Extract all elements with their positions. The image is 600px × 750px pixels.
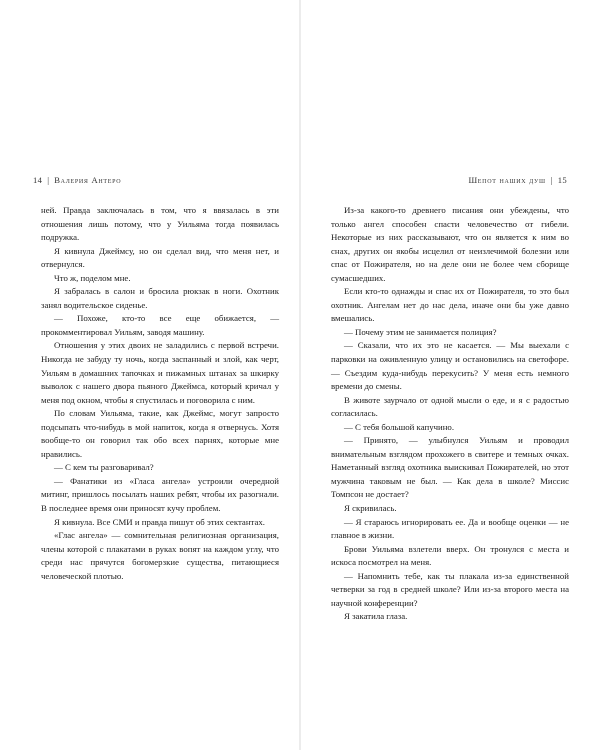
- paragraph: В животе заурчало от одной мысли о еде, и я с радостью согласилась.: [331, 394, 569, 419]
- paragraph: По словам Уильяма, такие, как Джеймс, могут запросто подсыпать что-нибудь в мой напиток, когда я отвернусь. Хотя вообще-то он говорил так обо всех парнях, которые мне нравились.: [41, 408, 279, 459]
- author-name: Валерия Антеро: [54, 175, 122, 185]
- book-gutter: [299, 0, 301, 750]
- paragraph: — Почему этим не занимается полиция?: [344, 326, 497, 337]
- right-running-header: [468, 175, 567, 185]
- paragraph: Отношения у этих двоих не заладились с первой встречи. Никогда не забуду ту ночь, когда заспанный и злой, как черт, Уильям в домашних тапочках и пижамных штанах за шкирку выволок с нашего двора пьяного Джеймса, который кричал у меня под окном, чтобы я спустилась и поговорила с ним.: [41, 340, 279, 405]
- paragraph: Я скривилась.: [344, 503, 397, 514]
- left-page-body: [41, 204, 279, 583]
- paragraph: — Принято, — улыбнулся Уильям и проводил внимательным взглядом прохожего в свитере и темных очках. Наметанный взгляд охотника выискивал Пожирателей, но этот мужчина таковым не был. — Как дела в школе? Миссис Томпсон не достает?: [331, 435, 569, 500]
- paragraph: — Напомнить тебе, как ты плакала из-за единственной четверки за год в средней школе? Или из-за второго места на научной конференции?: [331, 570, 569, 608]
- paragraph: — С кем ты разговаривал?: [54, 462, 154, 473]
- paragraph: ней. Правда заключалась в том, что я ввязалась в эти отношения лишь потому, что у Уильяма тогда появилась подружка.: [41, 205, 279, 243]
- header-separator: |: [47, 175, 50, 185]
- paragraph: — С тебя большой капучино.: [344, 421, 455, 432]
- paragraph: Я забралась в салон и бросила рюкзак в ноги. Охотник занял водительское сиденье.: [41, 286, 279, 310]
- paragraph: Брови Уильяма взлетели вверх. Он тронулся с места и искоса посмотрел на меня.: [331, 543, 569, 568]
- paragraph: — Фанатики из «Гласа ангела» устроили очередной митинг, пришлось посылать наших ребят, чтобы их разогнали. В последнее время они приносят кучу проблем.: [41, 475, 279, 514]
- paragraph: — Похоже, кто-то все еще обижается, — прокомментировал Уильям, заводя машину.: [41, 313, 279, 337]
- paragraph: «Глас ангела» — сомнительная религиозная организация, члены которой с плакатами в руках вопят на каждом углу, что среди нас прячутся богомерзкие существа, питающиеся человеческой плотью.: [41, 530, 279, 581]
- paragraph: — Я стараюсь игнорировать ее. Да и вообще оценки — не главное в жизни.: [331, 516, 569, 541]
- book-title: Шепот наших душ: [468, 175, 546, 185]
- paragraph: Если кто-то однажды и спас их от Пожирателя, то это был охотник. Ангелам нет до нас дела, иначе они бы уже давно вмешались.: [331, 286, 569, 324]
- paragraph: Я кивнула. Все СМИ и правда пишут об этих сектантах.: [54, 516, 265, 527]
- right-page-body: [331, 204, 569, 624]
- left-page-number: 14: [33, 175, 43, 185]
- paragraph: Что ж, поделом мне.: [54, 272, 131, 283]
- right-page-number: 15: [557, 175, 567, 185]
- header-separator: |: [550, 175, 553, 185]
- paragraph: Из-за какого-то древнего писания они убеждены, что только ангел способен спасти человечество от гибели. Некоторые из них рассказывают, что он является к ним во снах, других он якобы исцелил от неизлечимой болезни или спас от Пожирателя, но на деле они не более чем сборище сумасшедших.: [331, 205, 569, 283]
- paragraph: — Сказали, что их это не касается. — Мы выехали с парковки на оживленную улицу и остановились на светофоре. — Съездим куда-нибудь перекусить? У меня есть немного времени до смены.: [331, 340, 569, 392]
- paragraph: Я кивнула Джеймсу, но он сделал вид, что меня нет, и отвернулся.: [41, 245, 279, 270]
- left-running-header: [33, 175, 121, 185]
- paragraph: Я закатила глаза.: [344, 611, 408, 622]
